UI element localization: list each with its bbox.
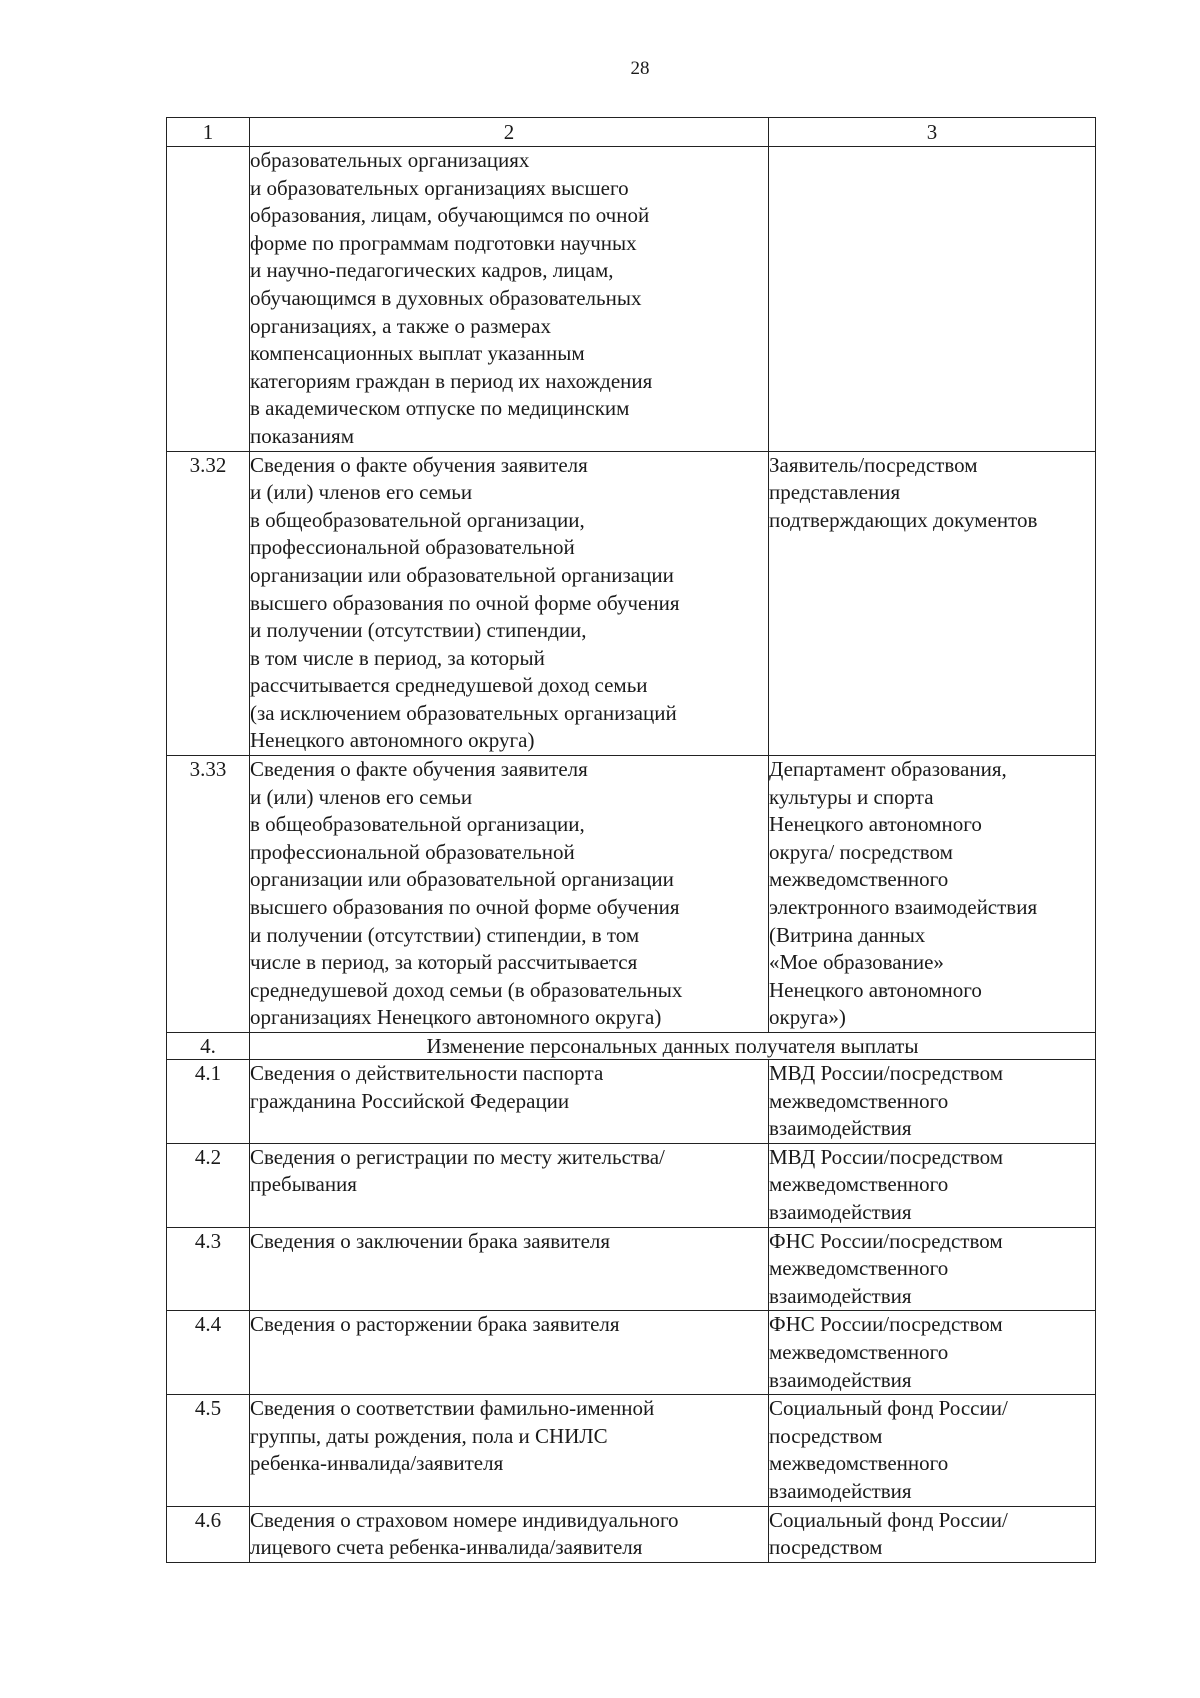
source-cell [769, 1506, 1096, 1562]
info-cell [250, 1395, 769, 1506]
source-cell-line: межведомственного [769, 1256, 949, 1281]
info-cell-line: пребывания [250, 1172, 357, 1197]
table-row [167, 1395, 1096, 1506]
info-cell [250, 451, 769, 756]
info-cell [250, 1506, 769, 1562]
source-cell-line: представления [769, 480, 901, 505]
info-cell-line: гражданина Российской Федерации [250, 1088, 570, 1113]
source-cell-line: взаимодействия [769, 1478, 912, 1503]
info-cell-line: показаниям [250, 423, 354, 448]
info-cell [250, 147, 769, 452]
row-number: 4.1 [167, 1060, 250, 1144]
table-row [167, 147, 1096, 452]
info-cell-line: в академическом отпуске по медицинским [250, 396, 630, 421]
source-cell-line: электронного взаимодействия [769, 895, 1038, 920]
source-cell-line: Департамент образования, [769, 757, 1007, 782]
info-cell-line: среднедушевой доход семьи (в образовательных [250, 977, 683, 1002]
source-cell-line: Ненецкого автономного [769, 977, 982, 1002]
info-cell-line: Сведения о заключении брака заявителя [250, 1228, 611, 1253]
info-cell-line: группы, даты рождения, пола и СНИЛС [250, 1423, 608, 1448]
info-cell-line: в общеобразовательной организации, [250, 507, 585, 532]
info-cell-line: лицевого счета ребенка-инвалида/заявителя [250, 1535, 643, 1560]
source-cell-line: посредством [769, 1535, 883, 1560]
info-cell [250, 1227, 769, 1311]
info-cell-line: Сведения о факте обучения заявителя [250, 757, 588, 782]
info-cell-line: (за исключением образовательных организаций [250, 700, 677, 725]
info-cell-line: Сведения о страховом номере индивидуального [250, 1507, 679, 1532]
source-cell-line: (Витрина данных [769, 922, 926, 947]
info-cell-line: организации или образовательной организации [250, 867, 674, 892]
source-cell [769, 1060, 1096, 1144]
section-title: Изменение персональных данных получателя выплаты [250, 1033, 1096, 1060]
document-table [166, 117, 1096, 1563]
source-cell-line: МВД России/посредством [769, 1061, 1004, 1085]
info-cell-line: образования, лицам, обучающимся по очной [250, 203, 650, 228]
info-cell-line: и (или) членов его семьи [250, 784, 473, 809]
info-cell-line: профессиональной образовательной [250, 535, 575, 560]
table-row [167, 1311, 1096, 1395]
table-header-row [167, 118, 1096, 147]
source-cell-line: Социальный фонд России/ [769, 1507, 1008, 1532]
source-cell-line: округа/ посредством [769, 839, 953, 864]
info-cell-line: Сведения о расторжении брака заявителя [250, 1312, 620, 1337]
info-cell-line: в том числе в период, за который [250, 645, 545, 670]
row-number: 4.4 [167, 1311, 250, 1395]
source-cell-line: межведомственного [769, 1451, 949, 1476]
info-cell-line: и (или) членов его семьи [250, 480, 473, 505]
source-cell-line: ФНС России/посредством [769, 1312, 1003, 1337]
info-cell-line: профессиональной образовательной [250, 839, 575, 864]
info-cell-line: ребенка-инвалида/заявителя [250, 1451, 504, 1476]
info-cell-line: форме по программам подготовки научных [250, 230, 637, 255]
table-row [167, 1227, 1096, 1311]
info-cell-line: организациях Ненецкого автономного округа) [250, 1005, 662, 1030]
info-cell-line: Сведения о регистрации по месту жительства/ [250, 1144, 665, 1169]
info-cell-line: и образовательных организациях высшего [250, 175, 629, 200]
info-cell-line: организациях, а также о размерах [250, 313, 551, 338]
source-cell-line: взаимодействия [769, 1283, 912, 1308]
info-cell-line: рассчитывается среднедушевой доход семьи [250, 673, 648, 698]
source-cell [769, 756, 1096, 1033]
column-header-2: 2 [250, 118, 769, 147]
info-cell-line: Сведения о соответствии фамильно-именной [250, 1396, 655, 1421]
info-cell-line: числе в период, за который рассчитывается [250, 950, 638, 975]
source-cell-line: межведомственного [769, 1172, 949, 1197]
row-number: 4.6 [167, 1506, 250, 1562]
source-cell-line: «Мое образование» [769, 950, 944, 975]
info-cell [250, 1311, 769, 1395]
row-number: 4.2 [167, 1143, 250, 1227]
source-cell-line: ФНС России/посредством [769, 1228, 1003, 1253]
row-number: 4.3 [167, 1227, 250, 1311]
table-row [167, 1143, 1096, 1227]
info-cell-line: Ненецкого автономного округа) [250, 728, 535, 753]
source-cell [769, 147, 1096, 452]
info-cell-line: в общеобразовательной организации, [250, 812, 585, 837]
info-cell [250, 756, 769, 1033]
table-body [167, 118, 1096, 1563]
row-number: 4.5 [167, 1395, 250, 1506]
source-cell-line: взаимодействия [769, 1116, 912, 1141]
table-row [167, 451, 1096, 756]
info-cell-line: Сведения о действительности паспорта [250, 1061, 604, 1085]
info-cell-line: обучающимся в духовных образовательных [250, 285, 642, 310]
source-cell-line: Ненецкого автономного [769, 812, 982, 837]
source-cell-line: межведомственного [769, 1088, 949, 1113]
source-cell-line: округа») [769, 1005, 846, 1030]
table-row [167, 756, 1096, 1033]
source-cell-line: подтверждающих документов [769, 507, 1038, 532]
column-header-3: 3 [769, 118, 1096, 147]
info-cell-line: высшего образования по очной форме обучения [250, 895, 680, 920]
source-cell [769, 1143, 1096, 1227]
info-cell [250, 1060, 769, 1144]
source-cell [769, 1311, 1096, 1395]
source-cell-line: посредством [769, 1423, 883, 1448]
source-cell-line: МВД России/посредством [769, 1144, 1004, 1169]
info-cell [250, 1143, 769, 1227]
table-row [167, 1506, 1096, 1562]
page-number: 28 [630, 58, 650, 79]
row-number: 3.33 [167, 756, 250, 1033]
source-cell [769, 1395, 1096, 1506]
source-cell-line: межведомственного [769, 1339, 949, 1364]
info-cell-line: образовательных организациях [250, 148, 530, 172]
info-cell-line: высшего образования по очной форме обучения [250, 590, 680, 615]
info-cell-line: и получении (отсутствии) стипендии, [250, 618, 587, 643]
info-cell-line: организации или образовательной организации [250, 562, 674, 587]
source-cell-line: Социальный фонд России/ [769, 1396, 1008, 1421]
source-cell-line: культуры и спорта [769, 784, 934, 809]
info-cell-line: Сведения о факте обучения заявителя [250, 452, 588, 477]
table-row [167, 1060, 1096, 1144]
source-cell-line: взаимодействия [769, 1367, 912, 1392]
row-number [167, 147, 250, 452]
source-cell-line: межведомственного [769, 867, 949, 892]
source-cell-line: Заявитель/посредством [769, 452, 978, 477]
section-number: 4. [167, 1033, 250, 1060]
column-header-1: 1 [167, 118, 250, 147]
source-cell [769, 1227, 1096, 1311]
source-cell-line: взаимодействия [769, 1199, 912, 1224]
info-cell-line: категориям граждан в период их нахождения [250, 368, 653, 393]
row-number: 3.32 [167, 451, 250, 756]
source-cell [769, 451, 1096, 756]
info-cell-line: и получении (отсутствии) стипендии, в том [250, 922, 640, 947]
info-cell-line: и научно-педагогических кадров, лицам, [250, 258, 614, 283]
section-row [167, 1033, 1096, 1060]
info-cell-line: компенсационных выплат указанным [250, 341, 585, 366]
